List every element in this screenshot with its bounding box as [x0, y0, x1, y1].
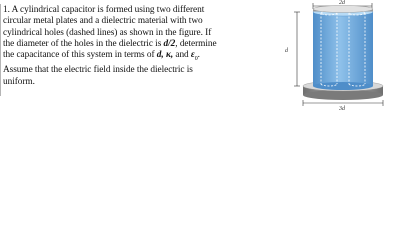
problem-line: uniform.	[3, 76, 35, 87]
bottom-width-label: 3d	[339, 106, 345, 112]
capacitor-figure	[277, 0, 408, 116]
dielectric-cylinder	[313, 8, 373, 90]
hole-diameter-expression: d/2	[163, 38, 176, 49]
problem-line: Assume that the electric field inside the dielectric is	[3, 65, 193, 76]
problem-line: circular metal plates and a dielectric material with two	[3, 16, 203, 27]
epsilon-symbol: ε	[190, 50, 195, 61]
height-dimension	[285, 12, 300, 86]
bottom-width-dimension	[303, 100, 383, 112]
epsilon-subscript: 0	[194, 56, 198, 63]
problem-statement	[3, 5, 271, 88]
height-label: d	[285, 48, 288, 54]
problem-line: 1. A cylindrical capacitor is formed using two different	[3, 5, 205, 15]
top-width-label: 2d	[339, 0, 345, 6]
problem-line: the diameter of the holes in the dielectric is d/2, determine	[3, 38, 217, 49]
problem-line: the capacitance of this system in terms of d, κ, and $\varepsilon_0$.	[3, 50, 200, 63]
problem-line: cylindrical holes (dashed lines) as shown in the figure. If	[3, 27, 212, 38]
page-edge	[0, 4, 1, 96]
top-plate	[313, 6, 373, 13]
variables-expression: d, κ,	[156, 50, 174, 61]
